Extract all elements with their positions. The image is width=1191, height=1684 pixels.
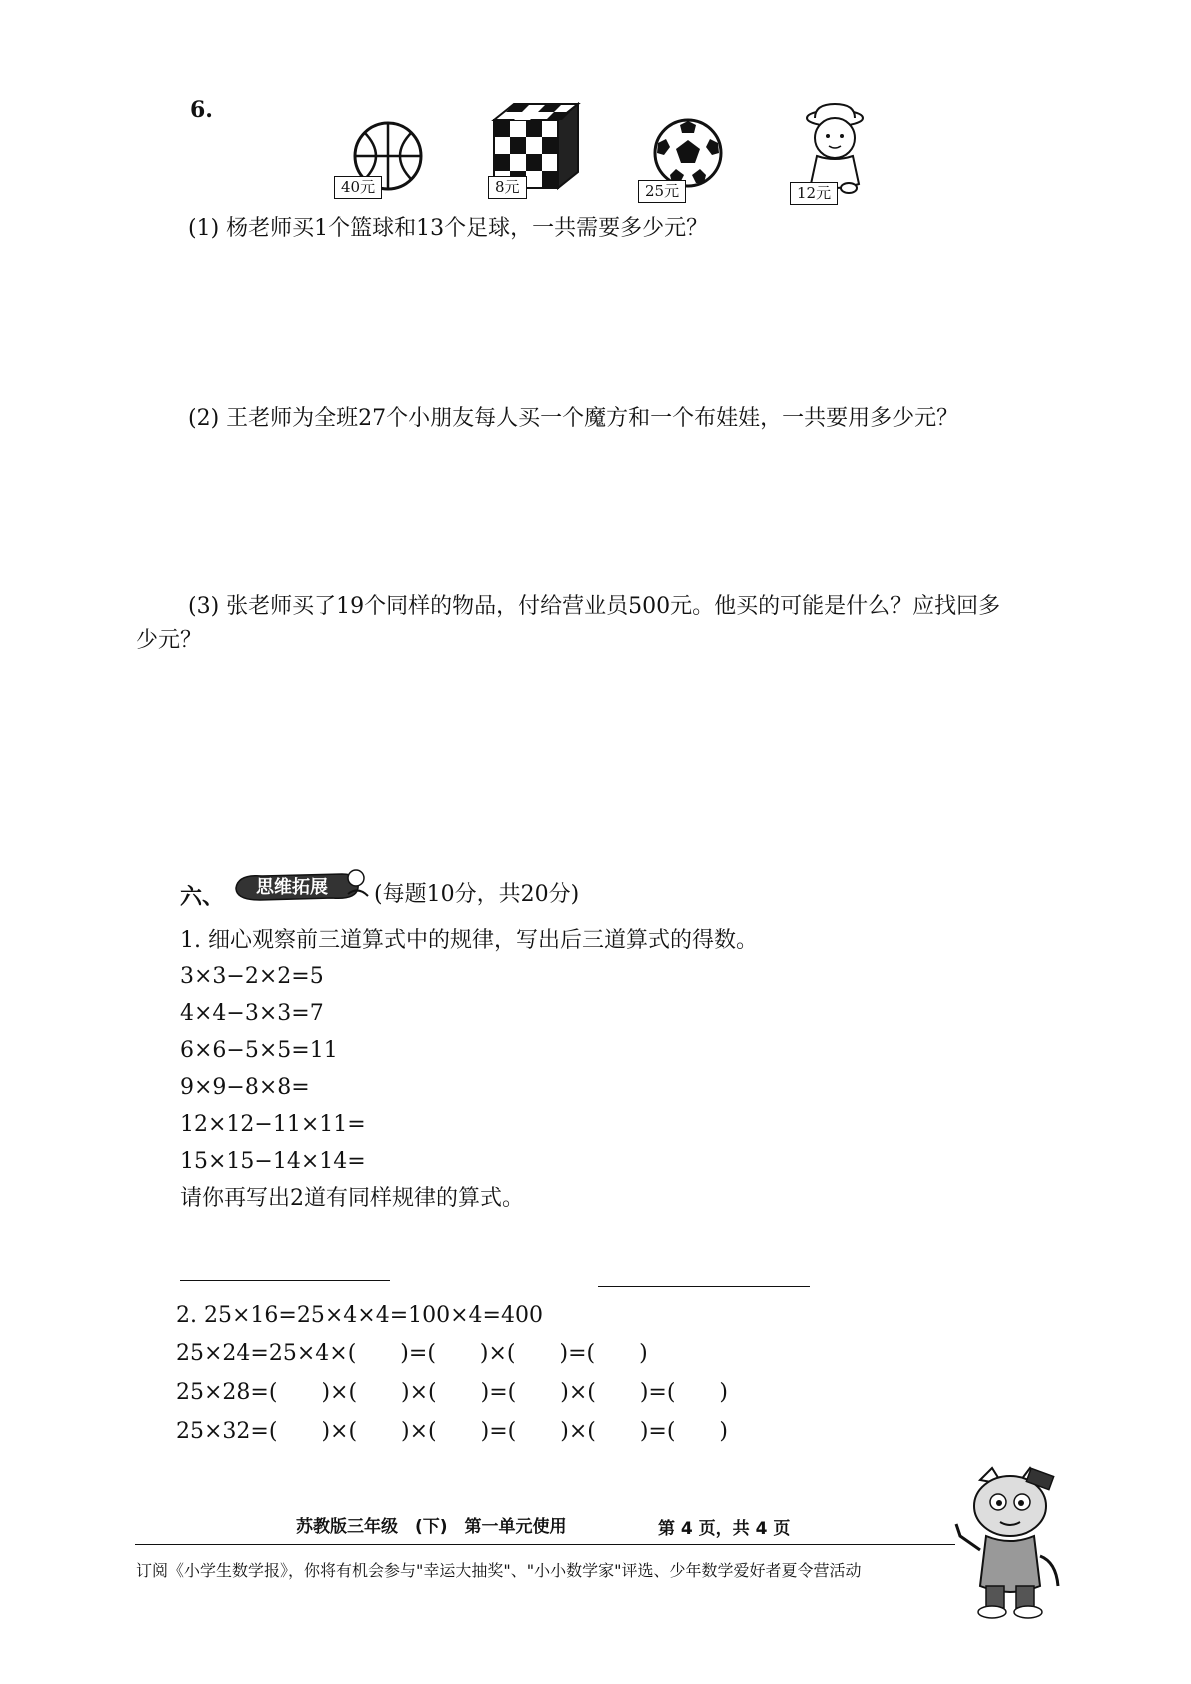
footer-divider [135, 1544, 955, 1545]
question-2-line: 25×32=( )×( )×( )=( )×( )=( ) [176, 1419, 729, 1444]
answer-blank [598, 1286, 810, 1287]
question-2-line: 25×28=( )×( )×( )=( )×( )=( ) [176, 1380, 729, 1405]
equation-line: 9×9−8×8= [180, 1075, 310, 1100]
price-tag: 40元 [334, 176, 382, 199]
section-score: (每题10分，共20分) [374, 882, 580, 907]
question-6-3-line1: (3) 张老师买了19个同样的物品，付给营业员500元。他买的可能是什么？应找回多 [188, 594, 1001, 619]
footer-note: 订阅《小学生数学报》，你将有机会参与"幸运大抽奖"、"小小数学家"评选、少年数学爱好者夏令营活动 [136, 1561, 862, 1580]
price-tag: 25元 [638, 180, 686, 203]
equation-line: 6×6−5×5=11 [180, 1038, 338, 1063]
question-number: 6. [190, 97, 213, 123]
question-2-example: 2. 25×16=25×4×4=100×4=400 [176, 1303, 543, 1328]
cartoon-cat-mascot [946, 1466, 1066, 1622]
price-tag: 8元 [488, 176, 527, 199]
question-1-prompt: 1. 细心观察前三道算式中的规律，写出后三道算式的得数。 [180, 928, 758, 953]
question-6-1: (1) 杨老师买1个篮球和13个足球，一共需要多少元？ [188, 216, 709, 241]
question-1-extra: 请你再写出2道有同样规律的算式。 [180, 1186, 524, 1211]
equation-line: 4×4−3×3=7 [180, 1001, 324, 1026]
question-2-line: 25×24=25×4×( )=( )×( )=( ) [176, 1341, 648, 1366]
answer-blank [180, 1280, 390, 1281]
question-6-2: (2) 王老师为全班27个小朋友每人买一个魔方和一个布娃娃，一共要用多少元？ [188, 406, 959, 431]
equation-line: 15×15−14×14= [180, 1149, 366, 1174]
question-6-3-line2: 少元？ [136, 628, 203, 653]
page-number: 第 4 页，共 4 页 [658, 1519, 791, 1539]
section-banner [232, 866, 372, 906]
section-banner-label: 思维拓展 [256, 877, 328, 898]
equation-line: 3×3−2×2=5 [180, 964, 324, 989]
footer-title: 苏教版三年级 (下) 第一单元使用 [296, 1517, 567, 1537]
price-tag: 12元 [790, 182, 838, 205]
equation-line: 12×12−11×11= [180, 1112, 366, 1137]
section-number: 六、 [180, 884, 225, 910]
